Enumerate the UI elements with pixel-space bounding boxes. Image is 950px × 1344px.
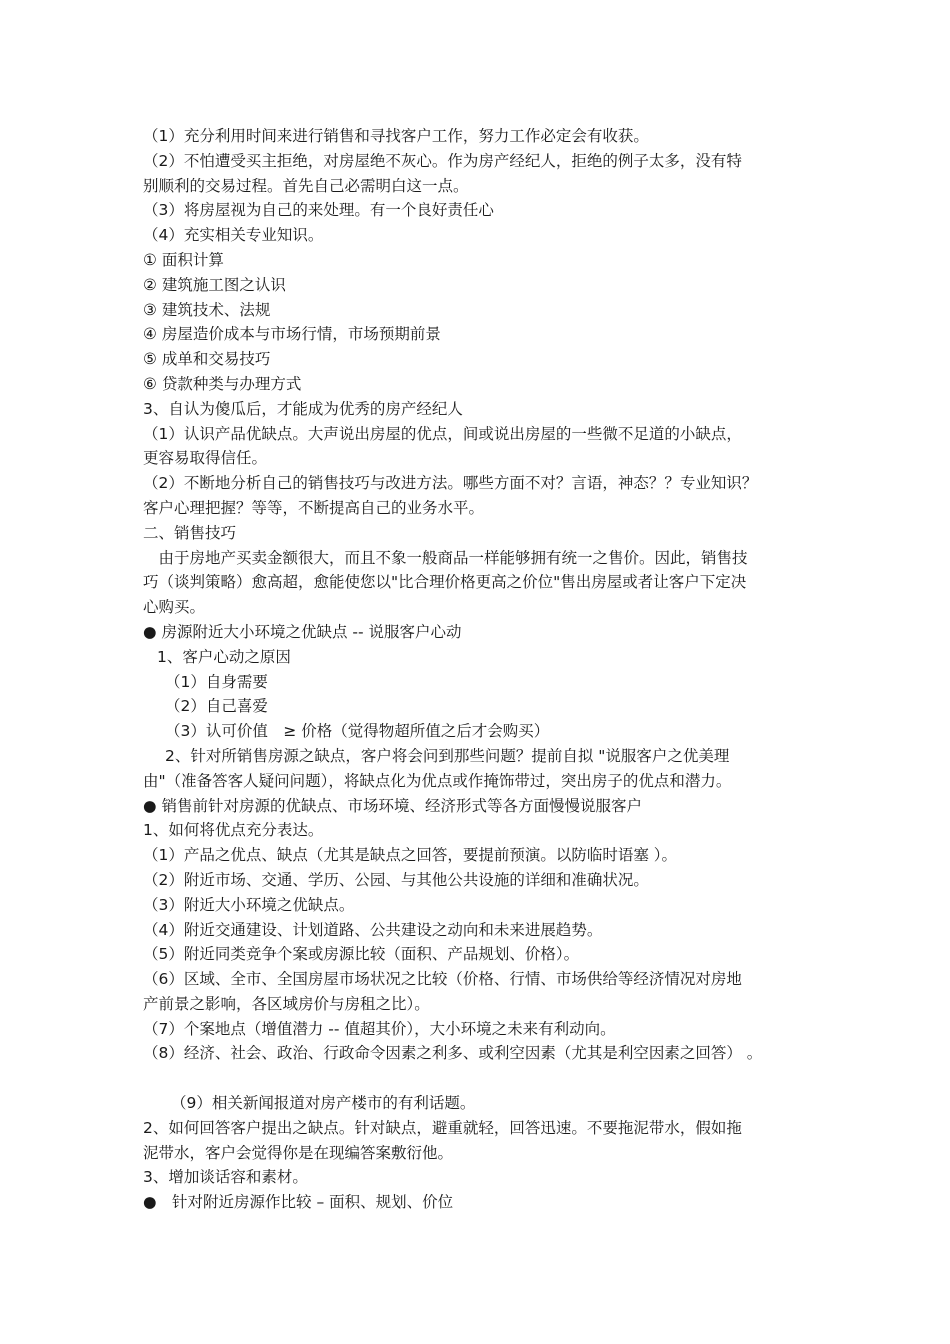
text-line: （2）不怕遭受买主拒绝，对房屋绝不灰心。作为房产经纪人，拒绝的例子太多，没有特 — [143, 151, 742, 170]
text-line: 心购买。 — [143, 598, 206, 617]
list-item: （8）经济、社会、政治、行政命令因素之利多、或利空因素（尤其是利空因素之回答） 。 — [143, 1044, 763, 1063]
list-item: （7）个案地点（增值潜力 -- 值超其价），大小环境之未来有利动向。 — [143, 1019, 616, 1038]
list-item: ⑥ 贷款种类与办理方式 — [143, 374, 302, 393]
document-page — [143, 124, 823, 1215]
text-line: （2）不断地分析自己的销售技巧与改进方法。哪些方面不对？言语，神态？？专业知识？ — [143, 474, 758, 493]
list-item: （1）自身需要 — [165, 672, 268, 691]
section-heading: 3、自认为傻瓜后，才能成为优秀的房产经纪人 — [143, 399, 463, 418]
text-line: （3）将房屋视为自己的来处理。有一个良好责任心 — [143, 201, 494, 220]
bullet-heading: ● 针对附近房源作比较 – 面积、规划、价位 — [143, 1193, 454, 1212]
text-line: 巧（谈判策略）愈高超，愈能使您以"比合理价格更高之价位"售出房屋或者让客户下定决 — [143, 573, 747, 592]
list-item: （3）认可价值 ≥ 价格（觉得物超所值之后才会购买） — [165, 722, 550, 741]
text-line: 客户心理把握？等等，不断提高自己的业务水平。 — [143, 498, 485, 517]
text-line: 2、如何回答客户提出之缺点。针对缺点，避重就轻，回答迅速。不要拖泥带水，假如拖 — [143, 1118, 742, 1137]
list-item: （9）相关新闻报道对房产楼市的有利话题。 — [171, 1094, 476, 1113]
list-item: （2）附近市场、交通、学历、公园、与其他公共设施的详细和准确状况。 — [143, 870, 649, 889]
list-item: （6）区域、全市、全国房屋市场状况之比较（价格、行情、市场供给等经济情况对房地 — [143, 970, 742, 989]
list-item: （1）产品之优点、缺点（尤其是缺点之回答，要提前预演。以防临时语塞 ）。 — [143, 846, 678, 865]
list-item: ③ 建筑技术、法规 — [143, 300, 271, 319]
blank-line — [143, 1066, 823, 1091]
section-heading: 3、增加谈话容和素材。 — [143, 1168, 308, 1187]
text-line: 由"（准备答客人疑问问题），将缺点化为优点或作掩饰带过，突出房子的优点和潜力。 — [143, 771, 732, 790]
text-line: （4）充实相关专业知识。 — [143, 226, 324, 245]
section-heading: 二、销售技巧 — [143, 523, 237, 542]
text-line: （1）认识产品优缺点。大声说出房屋的优点，间或说出房屋的一些微不足道的小缺点， — [143, 424, 742, 443]
bullet-heading: ● 房源附近大小环境之优缺点 -- 说服客户心动 — [143, 622, 462, 641]
list-item: （2）自己喜爱 — [165, 697, 268, 716]
text-line: 泥带水，客户会觉得你是在现编答案敷衍他。 — [143, 1143, 454, 1162]
list-item: ⑤ 成单和交易技巧 — [143, 350, 271, 369]
text-line: 2、针对所销售房源之缺点，客户将会问到那些问题？提前自拟 "说服客户之优美理 — [165, 746, 730, 765]
text-line: 产前景之影响，各区域房价与房租之比）。 — [143, 994, 430, 1013]
text-line: 更容易取得信任。 — [143, 449, 268, 468]
text-line: （1）充分利用时间来进行销售和寻找客户工作，努力工作必定会有收获。 — [143, 127, 649, 145]
list-item: （3）附近大小环境之优缺点。 — [143, 895, 355, 914]
bullet-heading: ● 销售前针对房源的优缺点、市场环境、经济形式等各方面慢慢说服客户 — [143, 796, 642, 815]
list-item: ① 面积计算 — [143, 250, 224, 269]
list-item: （4）附近交通建设、计划道路、公共建设之动向和未来进展趋势。 — [143, 920, 603, 939]
list-item: ② 建筑施工图之认识 — [143, 275, 286, 294]
section-heading: 1、如何将优点充分表达。 — [143, 821, 324, 840]
list-item: 1、客户心动之原因 — [157, 647, 291, 666]
text-line: 由于房地产买卖金额很大，而且不象一般商品一样能够拥有统一之售价。因此，销售技 — [143, 548, 748, 567]
text-line: 别顺利的交易过程。首先自己必需明白这一点。 — [143, 176, 469, 195]
list-item: （5）附近同类竞争个案或房源比较（面积、产品规划、价格）。 — [143, 945, 580, 964]
list-item: ④ 房屋造价成本与市场行情，市场预期前景 — [143, 325, 441, 344]
